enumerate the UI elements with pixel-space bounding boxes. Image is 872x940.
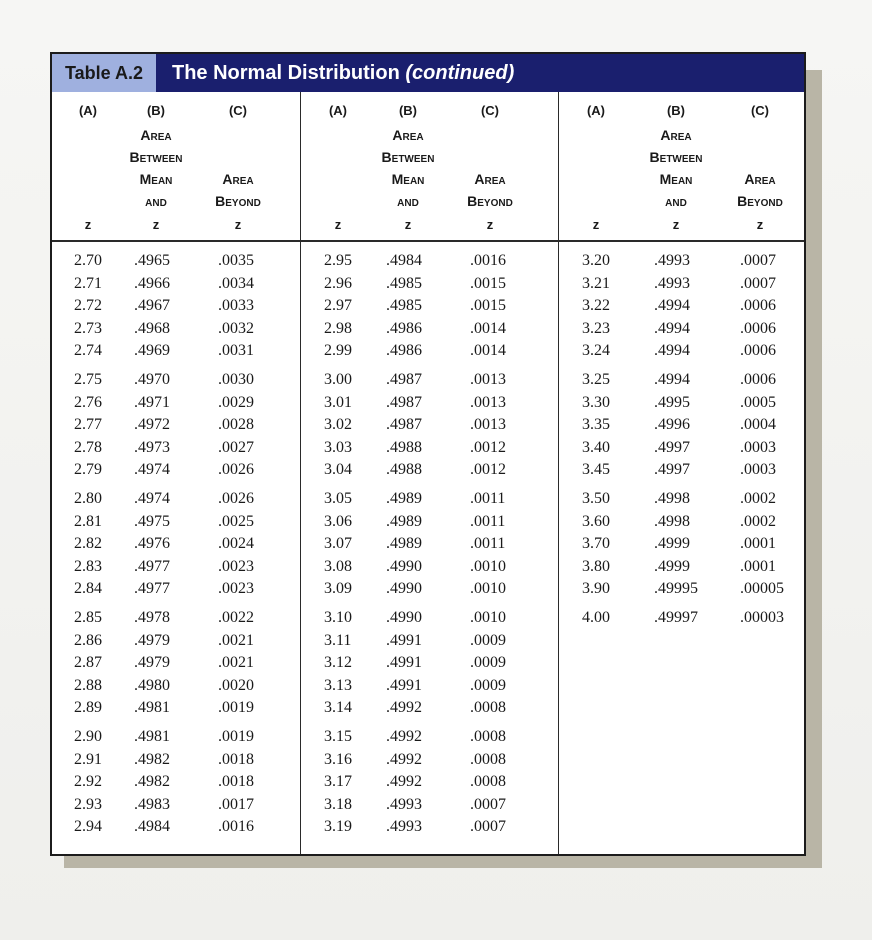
area-beyond-value: .0025 (218, 512, 254, 530)
area-between-value: .4993 (386, 795, 422, 813)
header-z-symbol: z (756, 217, 764, 232)
header-col-a: (A) (328, 103, 348, 118)
z-value: 3.60 (582, 512, 610, 530)
area-between-value: .4984 (386, 252, 422, 269)
z-value: 2.90 (74, 728, 102, 745)
area-beyond-value: .0002 (740, 490, 776, 507)
area-between-value: .4969 (134, 342, 170, 360)
z-value: 2.91 (74, 750, 102, 768)
header-b-line: and (665, 193, 687, 209)
z-value: 3.20 (582, 252, 610, 269)
area-between-value: .49997 (654, 609, 698, 626)
area-beyond-value: .0034 (218, 274, 254, 292)
area-beyond-value: .0021 (218, 631, 254, 649)
title-suffix: (continued) (405, 62, 515, 84)
area-between-value: .4979 (134, 654, 170, 672)
z-value: 2.71 (74, 274, 102, 292)
area-between-value: .4985 (386, 297, 422, 315)
header-col-a: (A) (78, 103, 98, 118)
z-value: 2.81 (74, 512, 102, 530)
z-value: 3.15 (324, 728, 352, 745)
header-z-symbol: z (672, 217, 680, 232)
area-beyond-value: .0002 (740, 512, 776, 530)
area-beyond-value: .00003 (740, 609, 784, 626)
area-between-value: .4968 (134, 319, 170, 337)
area-beyond-value: .0009 (470, 654, 506, 672)
z-value: 2.89 (74, 699, 102, 717)
header-b-line: Between (381, 149, 435, 165)
z-value: 3.07 (324, 535, 352, 553)
header-c-line: Beyond (215, 193, 261, 209)
z-value: 2.72 (74, 297, 102, 315)
area-between-value: .4974 (134, 461, 170, 479)
header-z-symbol: z (234, 217, 242, 232)
area-beyond-value: .0023 (218, 557, 254, 575)
area-beyond-value: .0006 (740, 319, 776, 337)
area-between-value: .4967 (134, 297, 170, 315)
area-between-value: .4983 (134, 795, 170, 813)
area-beyond-value: .0003 (740, 461, 776, 479)
z-value: 3.70 (582, 535, 610, 553)
area-beyond-value: .0014 (470, 319, 506, 337)
z-value: 3.30 (582, 393, 610, 411)
area-between-value: .4988 (386, 461, 422, 479)
area-beyond-value: .0014 (470, 342, 506, 360)
area-beyond-value: .0013 (470, 393, 506, 411)
z-value: 3.04 (324, 461, 352, 479)
z-value: 3.01 (324, 393, 352, 411)
area-beyond-value: .0031 (218, 342, 254, 360)
z-value: 3.08 (324, 557, 352, 575)
area-between-value: .4980 (134, 676, 170, 694)
header-b-line: Mean (391, 171, 425, 187)
area-beyond-value: .0013 (470, 371, 506, 388)
area-beyond-value: .0032 (218, 319, 254, 337)
area-between-value: .4981 (134, 728, 170, 745)
z-value: 3.11 (324, 631, 352, 649)
area-beyond-value: .0011 (470, 490, 506, 507)
area-between-value: .4992 (386, 699, 422, 717)
area-beyond-value: .0001 (740, 535, 776, 553)
area-between-value: .4977 (134, 557, 170, 575)
area-beyond-value: .0028 (218, 416, 254, 434)
area-beyond-value: .0016 (218, 818, 254, 836)
area-beyond-value: .0022 (218, 609, 254, 626)
area-beyond-value: .0020 (218, 676, 254, 694)
area-beyond-value: .0006 (740, 297, 776, 315)
area-between-value: .4987 (386, 393, 422, 411)
header-col-b: (B) (666, 103, 686, 118)
header-z-symbol: z (404, 217, 412, 232)
area-beyond-value: .0001 (740, 557, 776, 575)
z-value: 3.21 (582, 274, 610, 292)
area-beyond-value: .0035 (218, 252, 254, 269)
area-beyond-value: .0012 (470, 438, 506, 456)
z-value: 3.02 (324, 416, 352, 434)
z-value: 3.50 (582, 490, 610, 507)
area-between-value: .4984 (134, 818, 170, 836)
area-between-value: .4991 (386, 654, 422, 672)
area-beyond-value: .0021 (218, 654, 254, 672)
z-value: 3.25 (582, 371, 610, 388)
area-between-value: .4970 (134, 371, 170, 388)
z-value: 2.97 (324, 297, 352, 315)
z-value: 2.93 (74, 795, 102, 813)
area-beyond-value: .0013 (470, 416, 506, 434)
area-beyond-value: .0004 (740, 416, 776, 434)
header-b-line: Between (129, 149, 183, 165)
area-beyond-value: .0012 (470, 461, 506, 479)
area-between-value: .4974 (134, 490, 170, 507)
area-between-value: .4966 (134, 274, 170, 292)
area-beyond-value: .0003 (740, 438, 776, 456)
area-between-value: .4982 (134, 750, 170, 768)
z-value: 2.88 (74, 676, 102, 694)
area-between-value: .4965 (134, 252, 170, 269)
area-beyond-value: .0019 (218, 728, 254, 745)
area-between-value: .4992 (386, 773, 422, 791)
area-between-value: .4989 (386, 512, 422, 530)
z-value: 2.96 (324, 274, 352, 292)
area-between-value: .4989 (386, 535, 422, 553)
header-col-a: (A) (586, 103, 606, 118)
header-z-symbol: z (334, 217, 342, 232)
area-between-value: .4976 (134, 535, 170, 553)
area-between-value: .4993 (386, 818, 422, 836)
area-beyond-value: .0030 (218, 371, 254, 388)
header-z-symbol: z (592, 217, 600, 232)
area-beyond-value: .0008 (470, 750, 506, 768)
z-value: 2.74 (74, 342, 102, 360)
z-value: 2.80 (74, 490, 102, 507)
header-col-b: (B) (146, 103, 166, 118)
title-bar (52, 54, 804, 92)
z-value: 2.70 (74, 252, 102, 269)
table-number: Table A.2 (52, 54, 156, 92)
z-value: 3.17 (324, 773, 352, 791)
z-value: 3.35 (582, 416, 610, 434)
column-divider (300, 92, 301, 854)
z-value: 3.45 (582, 461, 610, 479)
area-beyond-value: .0019 (218, 699, 254, 717)
area-between-value: .4990 (386, 580, 422, 598)
z-value: 2.82 (74, 535, 102, 553)
area-between-value: .4998 (654, 490, 690, 507)
area-beyond-value: .0010 (470, 580, 506, 598)
z-value: 2.78 (74, 438, 102, 456)
area-between-value: .4991 (386, 631, 422, 649)
header-z-symbol: z (152, 217, 160, 232)
area-beyond-value: .0018 (218, 750, 254, 768)
area-between-value: .4995 (654, 393, 690, 411)
header-b-line: Area (660, 127, 692, 143)
z-value: 2.92 (74, 773, 102, 791)
header-b-line: Mean (659, 171, 693, 187)
area-beyond-value: .0033 (218, 297, 254, 315)
z-value: 2.94 (74, 818, 102, 836)
header-col-c: (C) (750, 103, 770, 118)
area-beyond-value: .0023 (218, 580, 254, 598)
area-beyond-value: .0010 (470, 609, 506, 626)
area-between-value: .4990 (386, 609, 422, 626)
z-value: 2.83 (74, 557, 102, 575)
z-value: 3.13 (324, 676, 352, 694)
area-beyond-value: .0018 (218, 773, 254, 791)
area-beyond-value: .0027 (218, 438, 254, 456)
z-value: 3.22 (582, 297, 610, 315)
z-value: 3.10 (324, 609, 352, 626)
header-b-line: Between (649, 149, 703, 165)
area-between-value: .4997 (654, 461, 690, 479)
area-between-value: .4971 (134, 393, 170, 411)
header-z-symbol: z (84, 217, 92, 232)
z-value: 3.18 (324, 795, 352, 813)
header-b-line: and (145, 193, 167, 209)
normal-distribution-table (50, 52, 806, 856)
area-between-value: .4991 (386, 676, 422, 694)
area-between-value: .4987 (386, 416, 422, 434)
header-z-symbol: z (486, 217, 494, 232)
area-between-value: .4998 (654, 512, 690, 530)
area-between-value: .4987 (386, 371, 422, 388)
z-value: 2.95 (324, 252, 352, 269)
z-value: 3.23 (582, 319, 610, 337)
area-beyond-value: .0029 (218, 393, 254, 411)
area-between-value: .4988 (386, 438, 422, 456)
area-between-value: .4997 (654, 438, 690, 456)
z-value: 2.73 (74, 319, 102, 337)
z-value: 2.87 (74, 654, 102, 672)
area-between-value: .4993 (654, 274, 690, 292)
area-beyond-value: .0010 (470, 557, 506, 575)
header-c-line: Area (474, 171, 506, 187)
header-c-line: Area (222, 171, 254, 187)
area-between-value: .4985 (386, 274, 422, 292)
area-between-value: .4982 (134, 773, 170, 791)
z-value: 3.12 (324, 654, 352, 672)
area-beyond-value: .0008 (470, 699, 506, 717)
header-col-b: (B) (398, 103, 418, 118)
z-value: 2.99 (324, 342, 352, 360)
area-beyond-value: .0026 (218, 490, 254, 507)
area-between-value: .4999 (654, 557, 690, 575)
z-value: 2.84 (74, 580, 102, 598)
area-beyond-value: .00005 (740, 580, 784, 598)
area-between-value: .4992 (386, 750, 422, 768)
area-beyond-value: .0024 (218, 535, 254, 553)
header-b-line: Area (140, 127, 172, 143)
area-beyond-value: .0008 (470, 773, 506, 791)
area-beyond-value: .0005 (740, 393, 776, 411)
area-between-value: .4993 (654, 252, 690, 269)
area-between-value: .4986 (386, 319, 422, 337)
area-between-value: .4990 (386, 557, 422, 575)
area-between-value: .4999 (654, 535, 690, 553)
z-value: 2.86 (74, 631, 102, 649)
z-value: 2.76 (74, 393, 102, 411)
area-between-value: .4973 (134, 438, 170, 456)
z-value: 3.14 (324, 699, 352, 717)
area-beyond-value: .0006 (740, 371, 776, 388)
z-value: 3.03 (324, 438, 352, 456)
z-value: 3.05 (324, 490, 352, 507)
column-divider (558, 92, 559, 854)
area-beyond-value: .0007 (740, 252, 776, 269)
z-value: 3.24 (582, 342, 610, 360)
z-value: 3.09 (324, 580, 352, 598)
header-b-line: and (397, 193, 419, 209)
area-beyond-value: .0015 (470, 274, 506, 292)
header-col-c: (C) (480, 103, 500, 118)
area-beyond-value: .0011 (470, 535, 506, 553)
header-c-line: Beyond (467, 193, 513, 209)
area-beyond-value: .0007 (740, 274, 776, 292)
area-beyond-value: .0026 (218, 461, 254, 479)
area-beyond-value: .0008 (470, 728, 506, 745)
area-beyond-value: .0009 (470, 676, 506, 694)
area-between-value: .4977 (134, 580, 170, 598)
area-between-value: .4972 (134, 416, 170, 434)
area-beyond-value: .0015 (470, 297, 506, 315)
header-col-c: (C) (228, 103, 248, 118)
z-value: 2.77 (74, 416, 102, 434)
z-value: 3.19 (324, 818, 352, 836)
z-value: 3.90 (582, 580, 610, 598)
area-between-value: .4978 (134, 609, 170, 626)
z-value: 3.40 (582, 438, 610, 456)
area-beyond-value: .0006 (740, 342, 776, 360)
area-beyond-value: .0007 (470, 818, 506, 836)
area-between-value: .4994 (654, 297, 690, 315)
area-between-value: .4986 (386, 342, 422, 360)
z-value: 4.00 (582, 609, 610, 626)
area-between-value: .4989 (386, 490, 422, 507)
area-between-value: .49995 (654, 580, 698, 598)
z-value: 3.00 (324, 371, 352, 388)
area-between-value: .4992 (386, 728, 422, 745)
table-title (172, 54, 514, 92)
header-c-line: Area (744, 171, 776, 187)
area-between-value: .4975 (134, 512, 170, 530)
title-main: The Normal Distribution (172, 62, 400, 84)
area-between-value: .4996 (654, 416, 690, 434)
z-value: 2.79 (74, 461, 102, 479)
area-beyond-value: .0009 (470, 631, 506, 649)
area-between-value: .4979 (134, 631, 170, 649)
area-between-value: .4994 (654, 342, 690, 360)
area-beyond-value: .0007 (470, 795, 506, 813)
header-b-line: Mean (139, 171, 173, 187)
area-beyond-value: .0016 (470, 252, 506, 269)
header-c-line: Beyond (737, 193, 783, 209)
z-value: 3.80 (582, 557, 610, 575)
area-between-value: .4994 (654, 371, 690, 388)
header-rule (52, 240, 804, 242)
z-value: 2.85 (74, 609, 102, 626)
header-b-line: Area (392, 127, 424, 143)
z-value: 2.75 (74, 371, 102, 388)
area-beyond-value: .0017 (218, 795, 254, 813)
area-between-value: .4994 (654, 319, 690, 337)
z-value: 2.98 (324, 319, 352, 337)
z-value: 3.16 (324, 750, 352, 768)
area-between-value: .4981 (134, 699, 170, 717)
area-beyond-value: .0011 (470, 512, 506, 530)
z-value: 3.06 (324, 512, 352, 530)
